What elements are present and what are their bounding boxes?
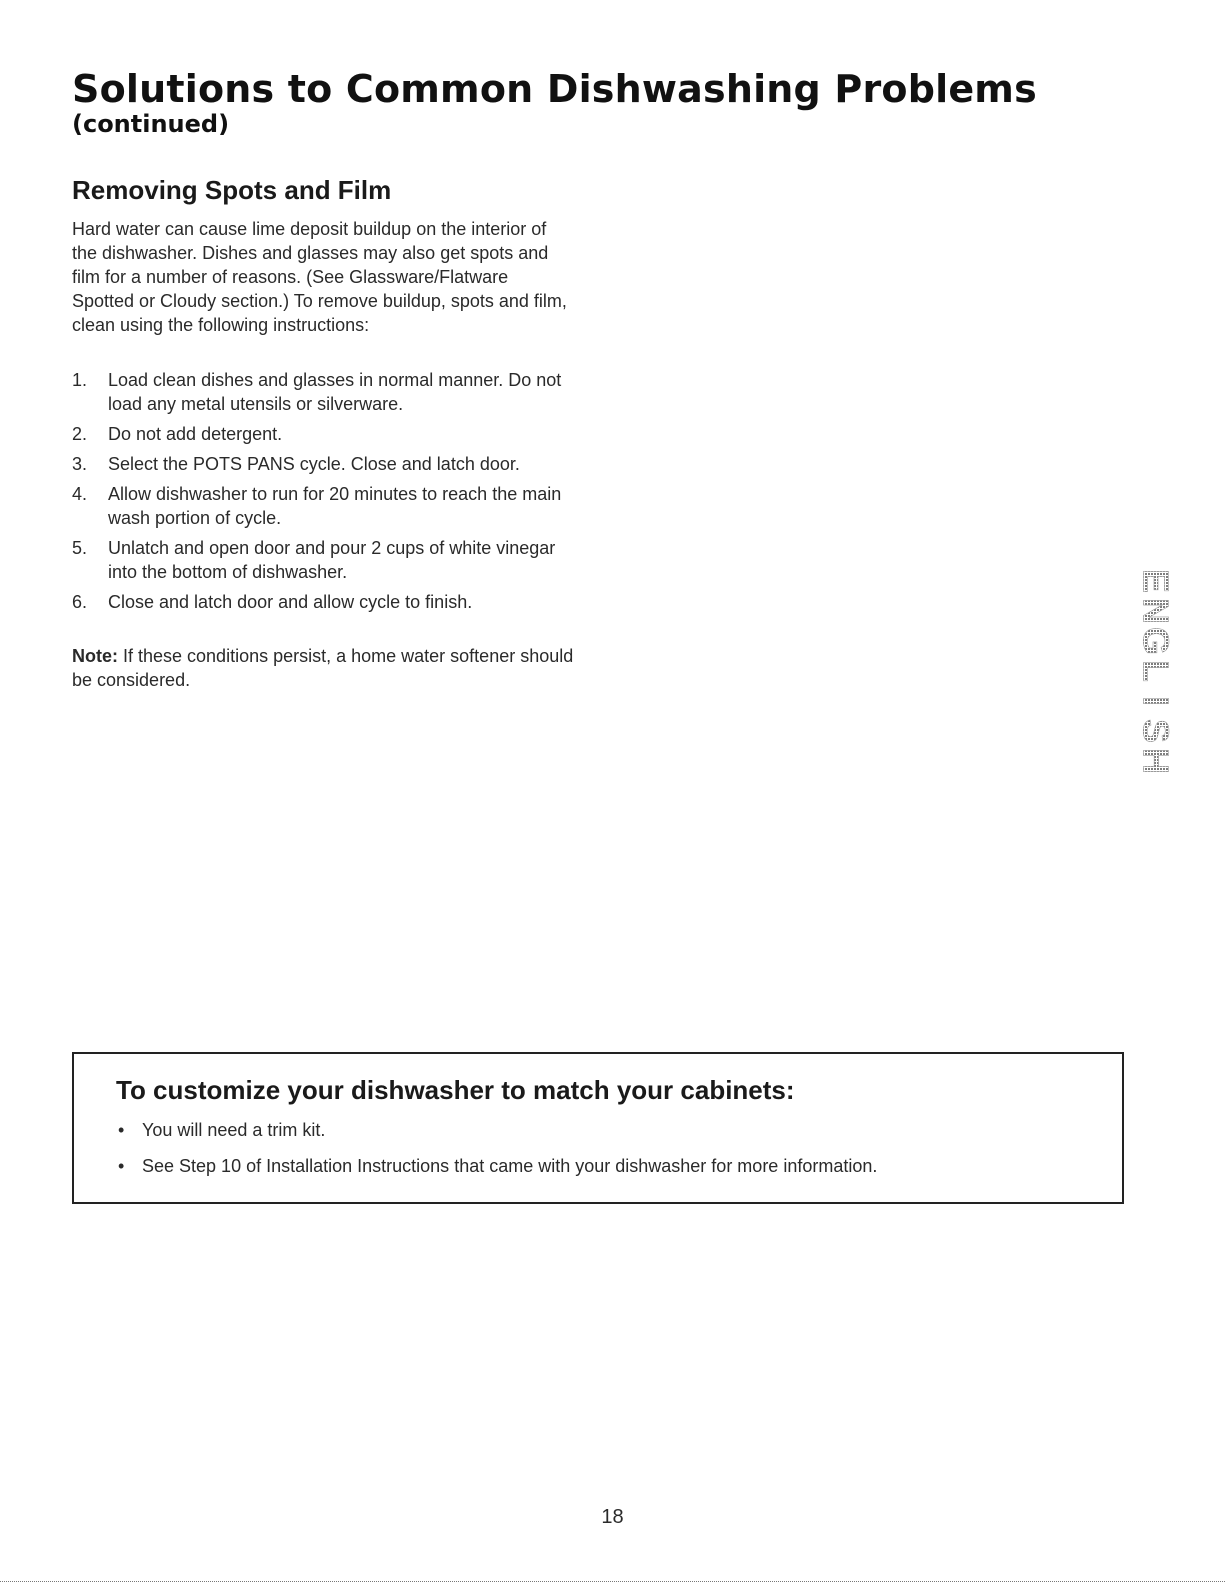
callout-list <box>116 1118 877 1190</box>
step-item <box>72 452 572 476</box>
tab-letter: H <box>1135 748 1177 774</box>
page-number: 18 <box>601 1506 624 1528</box>
step-item <box>72 368 572 416</box>
tab-letter: N <box>1135 598 1177 624</box>
tab-letter: G <box>1135 626 1177 656</box>
tab-letter: I <box>1135 695 1177 707</box>
english-tab-graphic <box>1124 563 1188 791</box>
bottom-divider <box>0 1581 1225 1582</box>
step-item <box>72 482 572 530</box>
callout-list-item <box>116 1154 877 1178</box>
page-title: Solutions to Common Dishwashing Problems <box>72 67 1037 111</box>
step-number: 4. <box>72 484 88 504</box>
section-heading: Removing Spots and Film <box>72 175 392 205</box>
customize-callout-box <box>72 1052 1124 1204</box>
step-number: 3. <box>72 454 88 474</box>
step-item <box>72 536 572 584</box>
bullet-icon: • <box>118 1120 125 1140</box>
step-item <box>72 590 572 614</box>
english-language-tab <box>1124 563 1188 791</box>
intro-paragraph: Hard water can cause lime deposit buildup on the interior of the dishwasher. Dishes and glasses may also get spots and film for a number of reasons. (See Glassware/Flatware Spotted or Cloudy section.) To remove buildup, spots and film, clean using the following instructions: <box>72 219 567 335</box>
instruction-steps <box>72 368 572 620</box>
step-number: 6. <box>72 592 88 612</box>
note-text: If these conditions persist, a home water softener should be considered. <box>72 646 574 690</box>
page-subtitle: (continued) <box>72 110 230 138</box>
note-label: Note: <box>72 646 118 666</box>
step-number: 1. <box>72 370 88 390</box>
step-item <box>72 422 572 446</box>
callout-item-text: You will need a trim kit. <box>142 1120 326 1140</box>
bullet-icon: • <box>118 1156 125 1176</box>
callout-item-text: See Step 10 of Installation Instructions that came with your dishwasher for more information. <box>142 1156 878 1176</box>
step-text: Do not add detergent. <box>108 424 283 444</box>
note-paragraph <box>72 644 582 692</box>
tab-letter: S <box>1135 718 1177 744</box>
tab-letter: L <box>1135 660 1177 682</box>
step-text: Select the POTS PANS cycle. Close and latch door. <box>108 454 520 474</box>
callout-list-item <box>116 1118 877 1142</box>
step-text: Close and latch door and allow cycle to finish. <box>108 592 473 612</box>
step-text: Unlatch and open door and pour 2 cups of white vinegar into the bottom of dishwasher. <box>108 538 556 582</box>
callout-heading: To customize your dishwasher to match your cabinets: <box>116 1075 795 1105</box>
step-number: 5. <box>72 538 88 558</box>
tab-letter: E <box>1135 568 1177 594</box>
step-text: Load clean dishes and glasses in normal manner. Do not load any metal utensils or silverware. <box>108 370 562 414</box>
step-text: Allow dishwasher to run for 20 minutes to reach the main wash portion of cycle. <box>108 484 562 528</box>
step-number: 2. <box>72 424 88 444</box>
